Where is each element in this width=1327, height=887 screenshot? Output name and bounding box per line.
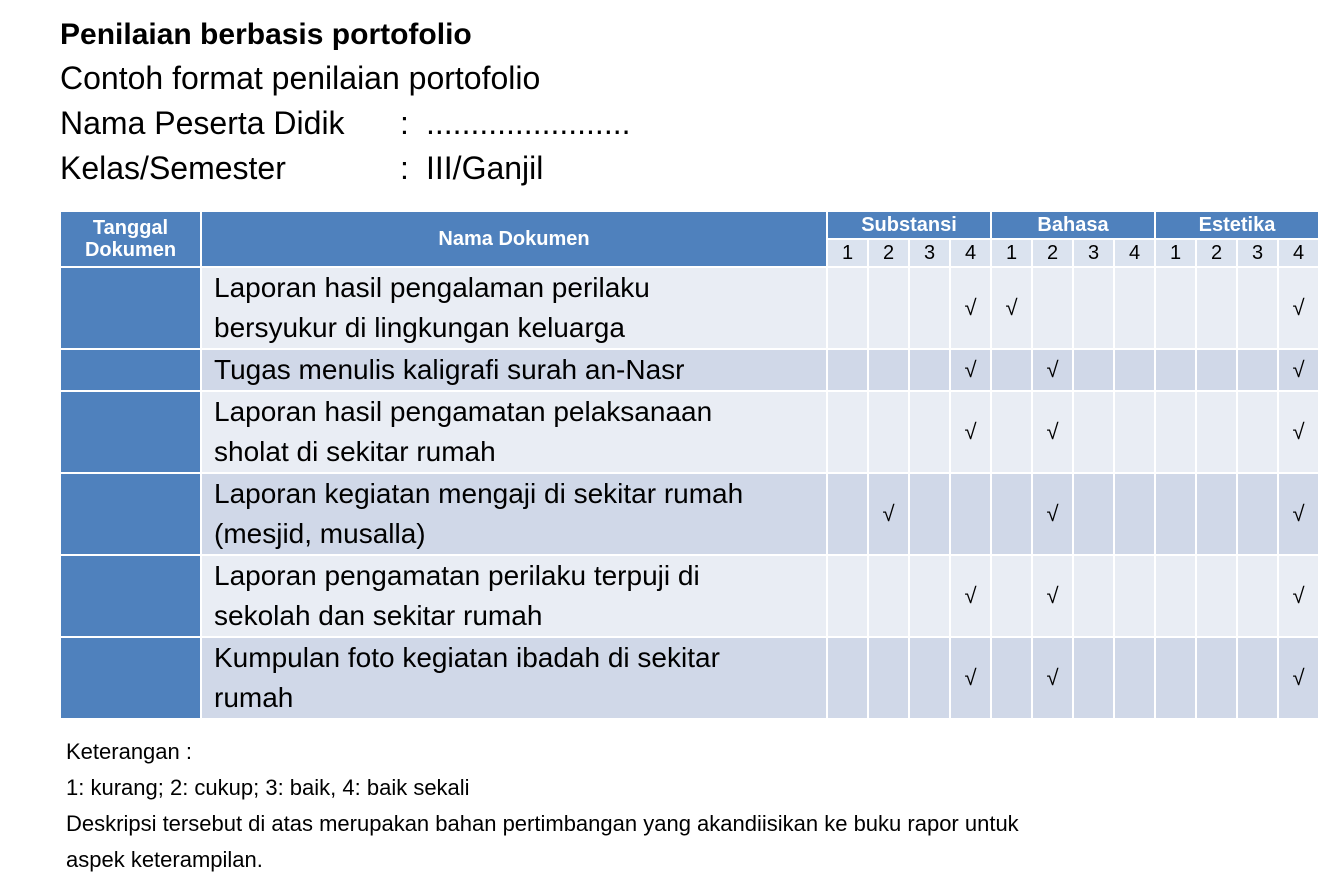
score-cell	[868, 555, 909, 637]
date-cell	[60, 473, 201, 555]
field-separator: :	[400, 105, 409, 141]
document-name-cell	[201, 555, 827, 637]
score-cell	[827, 473, 868, 555]
score-cell	[1073, 555, 1114, 637]
score-cell	[1155, 349, 1196, 391]
score-cell	[1237, 267, 1278, 349]
score-cell	[1155, 555, 1196, 637]
check-mark-cell: √	[1032, 637, 1073, 719]
check-mark-cell: √	[950, 391, 991, 473]
notes-title: Keterangan :	[66, 739, 192, 764]
score-cell	[1114, 391, 1155, 473]
check-mark-cell: √	[1278, 555, 1319, 637]
check-mark-cell: √	[1278, 391, 1319, 473]
score-cell	[1237, 637, 1278, 719]
score-cell	[868, 349, 909, 391]
table-body	[60, 267, 1319, 719]
document-name-line1: Kumpulan foto kegiatan ibadah di sekitar	[214, 642, 720, 673]
field-student-name-label: Nama Peserta Didik	[60, 105, 345, 141]
document-name-line2: bersyukur di lingkungan keluarga	[214, 312, 625, 343]
table-row	[60, 349, 1319, 391]
col-header-date-line2: Dokumen	[84, 239, 177, 261]
field-class-semester-label: Kelas/Semester	[60, 150, 286, 186]
score-cell	[1114, 473, 1155, 555]
score-cell	[868, 637, 909, 719]
check-mark-cell: √	[1278, 637, 1319, 719]
check-mark-cell: √	[1032, 473, 1073, 555]
score-header-cell: 3	[1073, 239, 1114, 267]
score-header-cell: 4	[950, 239, 991, 267]
document-name-line1: Laporan pengamatan perilaku terpuji di	[214, 560, 700, 591]
col-header-date-line1: Tanggal	[92, 217, 169, 239]
score-cell	[1196, 267, 1237, 349]
check-mark-cell: √	[868, 473, 909, 555]
score-header-cell: 2	[1196, 239, 1237, 267]
score-cell	[1196, 391, 1237, 473]
score-cell	[1073, 391, 1114, 473]
score-cell	[1196, 637, 1237, 719]
notes-description-line2: aspek keterampilan.	[66, 847, 263, 872]
score-cell	[1237, 391, 1278, 473]
field-student-name	[60, 105, 630, 142]
score-cell	[909, 637, 950, 719]
score-cell	[1155, 391, 1196, 473]
score-cell	[1155, 267, 1196, 349]
date-cell	[60, 267, 201, 349]
score-header-cell: 1	[827, 239, 868, 267]
score-cell	[909, 555, 950, 637]
document-name-line2: rumah	[214, 682, 294, 713]
score-header-cell: 3	[1237, 239, 1278, 267]
table-row	[60, 555, 1319, 637]
score-cell	[1114, 267, 1155, 349]
notes-scale: 1: kurang; 2: cukup; 3: baik, 4: baik sekali	[66, 775, 470, 800]
score-cell	[1032, 267, 1073, 349]
field-separator: :	[400, 150, 409, 186]
score-cell	[1155, 473, 1196, 555]
score-cell	[827, 267, 868, 349]
score-cell	[909, 391, 950, 473]
group-header-substansi: Substansi	[827, 211, 991, 239]
check-mark-cell: √	[1032, 349, 1073, 391]
score-cell	[1237, 473, 1278, 555]
score-cell	[991, 473, 1032, 555]
date-cell	[60, 555, 201, 637]
date-cell	[60, 349, 201, 391]
check-mark-cell: √	[950, 555, 991, 637]
document-name-line2: sholat di sekitar rumah	[214, 436, 496, 467]
check-mark-cell: √	[950, 637, 991, 719]
check-mark-cell: √	[1032, 555, 1073, 637]
score-cell	[909, 267, 950, 349]
score-cell	[991, 349, 1032, 391]
score-cell	[909, 473, 950, 555]
document-name-cell	[201, 473, 827, 555]
group-header-estetika: Estetika	[1155, 211, 1319, 239]
field-class-semester-value: III/Ganjil	[426, 150, 544, 186]
document-name-line2: sekolah dan sekitar rumah	[214, 600, 543, 631]
score-header-cell: 1	[991, 239, 1032, 267]
document-name-cell	[201, 349, 827, 391]
document-name-cell	[201, 391, 827, 473]
check-mark-cell: √	[1278, 349, 1319, 391]
check-mark-cell: √	[950, 349, 991, 391]
score-header-cell: 2	[1032, 239, 1073, 267]
date-cell	[60, 637, 201, 719]
table-row	[60, 473, 1319, 555]
check-mark-cell: √	[950, 267, 991, 349]
field-class-semester	[60, 150, 543, 187]
table-row	[60, 267, 1319, 349]
score-cell	[827, 349, 868, 391]
score-header-cell: 4	[1278, 239, 1319, 267]
score-header-cell: 2	[868, 239, 909, 267]
check-mark-cell: √	[1278, 473, 1319, 555]
score-cell	[1237, 555, 1278, 637]
document-name-line2: (mesjid, musalla)	[214, 518, 426, 549]
table-row	[60, 637, 1319, 719]
score-cell	[1114, 637, 1155, 719]
check-mark-cell: √	[1032, 391, 1073, 473]
score-header-cell: 3	[909, 239, 950, 267]
score-cell	[1237, 349, 1278, 391]
document-name-line1: Laporan hasil pengamatan pelaksanaan	[214, 396, 713, 427]
date-cell	[60, 391, 201, 473]
document-name-line1: Laporan kegiatan mengaji di sekitar rumah	[214, 478, 744, 509]
page-subtitle: Contoh format penilaian portofolio	[60, 60, 541, 96]
check-mark-cell: √	[991, 267, 1032, 349]
score-cell	[827, 391, 868, 473]
score-cell	[1155, 637, 1196, 719]
document-name-cell	[201, 637, 827, 719]
col-header-document-name: Nama Dokumen	[201, 211, 827, 267]
score-cell	[868, 391, 909, 473]
check-mark-cell: √	[1278, 267, 1319, 349]
score-cell	[1073, 349, 1114, 391]
score-cell	[1196, 555, 1237, 637]
score-cell	[1073, 267, 1114, 349]
score-header-cell: 4	[1114, 239, 1155, 267]
table-row	[60, 391, 1319, 473]
document-name-cell	[201, 267, 827, 349]
notes-description-line1: Deskripsi tersebut di atas merupakan bahan pertimbangan yang akandiisikan ke buku rapor untuk	[66, 811, 1019, 836]
score-cell	[1196, 473, 1237, 555]
score-cell	[991, 637, 1032, 719]
score-cell	[991, 391, 1032, 473]
document-name-line1: Laporan hasil pengalaman perilaku	[214, 272, 650, 303]
score-cell	[1114, 555, 1155, 637]
col-header-date	[60, 211, 201, 267]
score-header-cell: 1	[1155, 239, 1196, 267]
notes	[66, 734, 1266, 878]
score-cell	[991, 555, 1032, 637]
score-cell	[1073, 473, 1114, 555]
score-cell	[827, 637, 868, 719]
group-header-bahasa: Bahasa	[991, 211, 1155, 239]
score-cell	[1073, 637, 1114, 719]
page-heading: Penilaian berbasis portofolio	[60, 18, 472, 51]
document-name-line1: Tugas menulis kaligrafi surah an-Nasr	[214, 354, 685, 385]
portfolio-assessment-table	[59, 210, 1320, 720]
score-cell	[868, 267, 909, 349]
score-cell	[950, 473, 991, 555]
score-cell	[1114, 349, 1155, 391]
score-cell	[1196, 349, 1237, 391]
score-cell	[909, 349, 950, 391]
field-student-name-value: .......................	[426, 105, 631, 141]
score-cell	[827, 555, 868, 637]
